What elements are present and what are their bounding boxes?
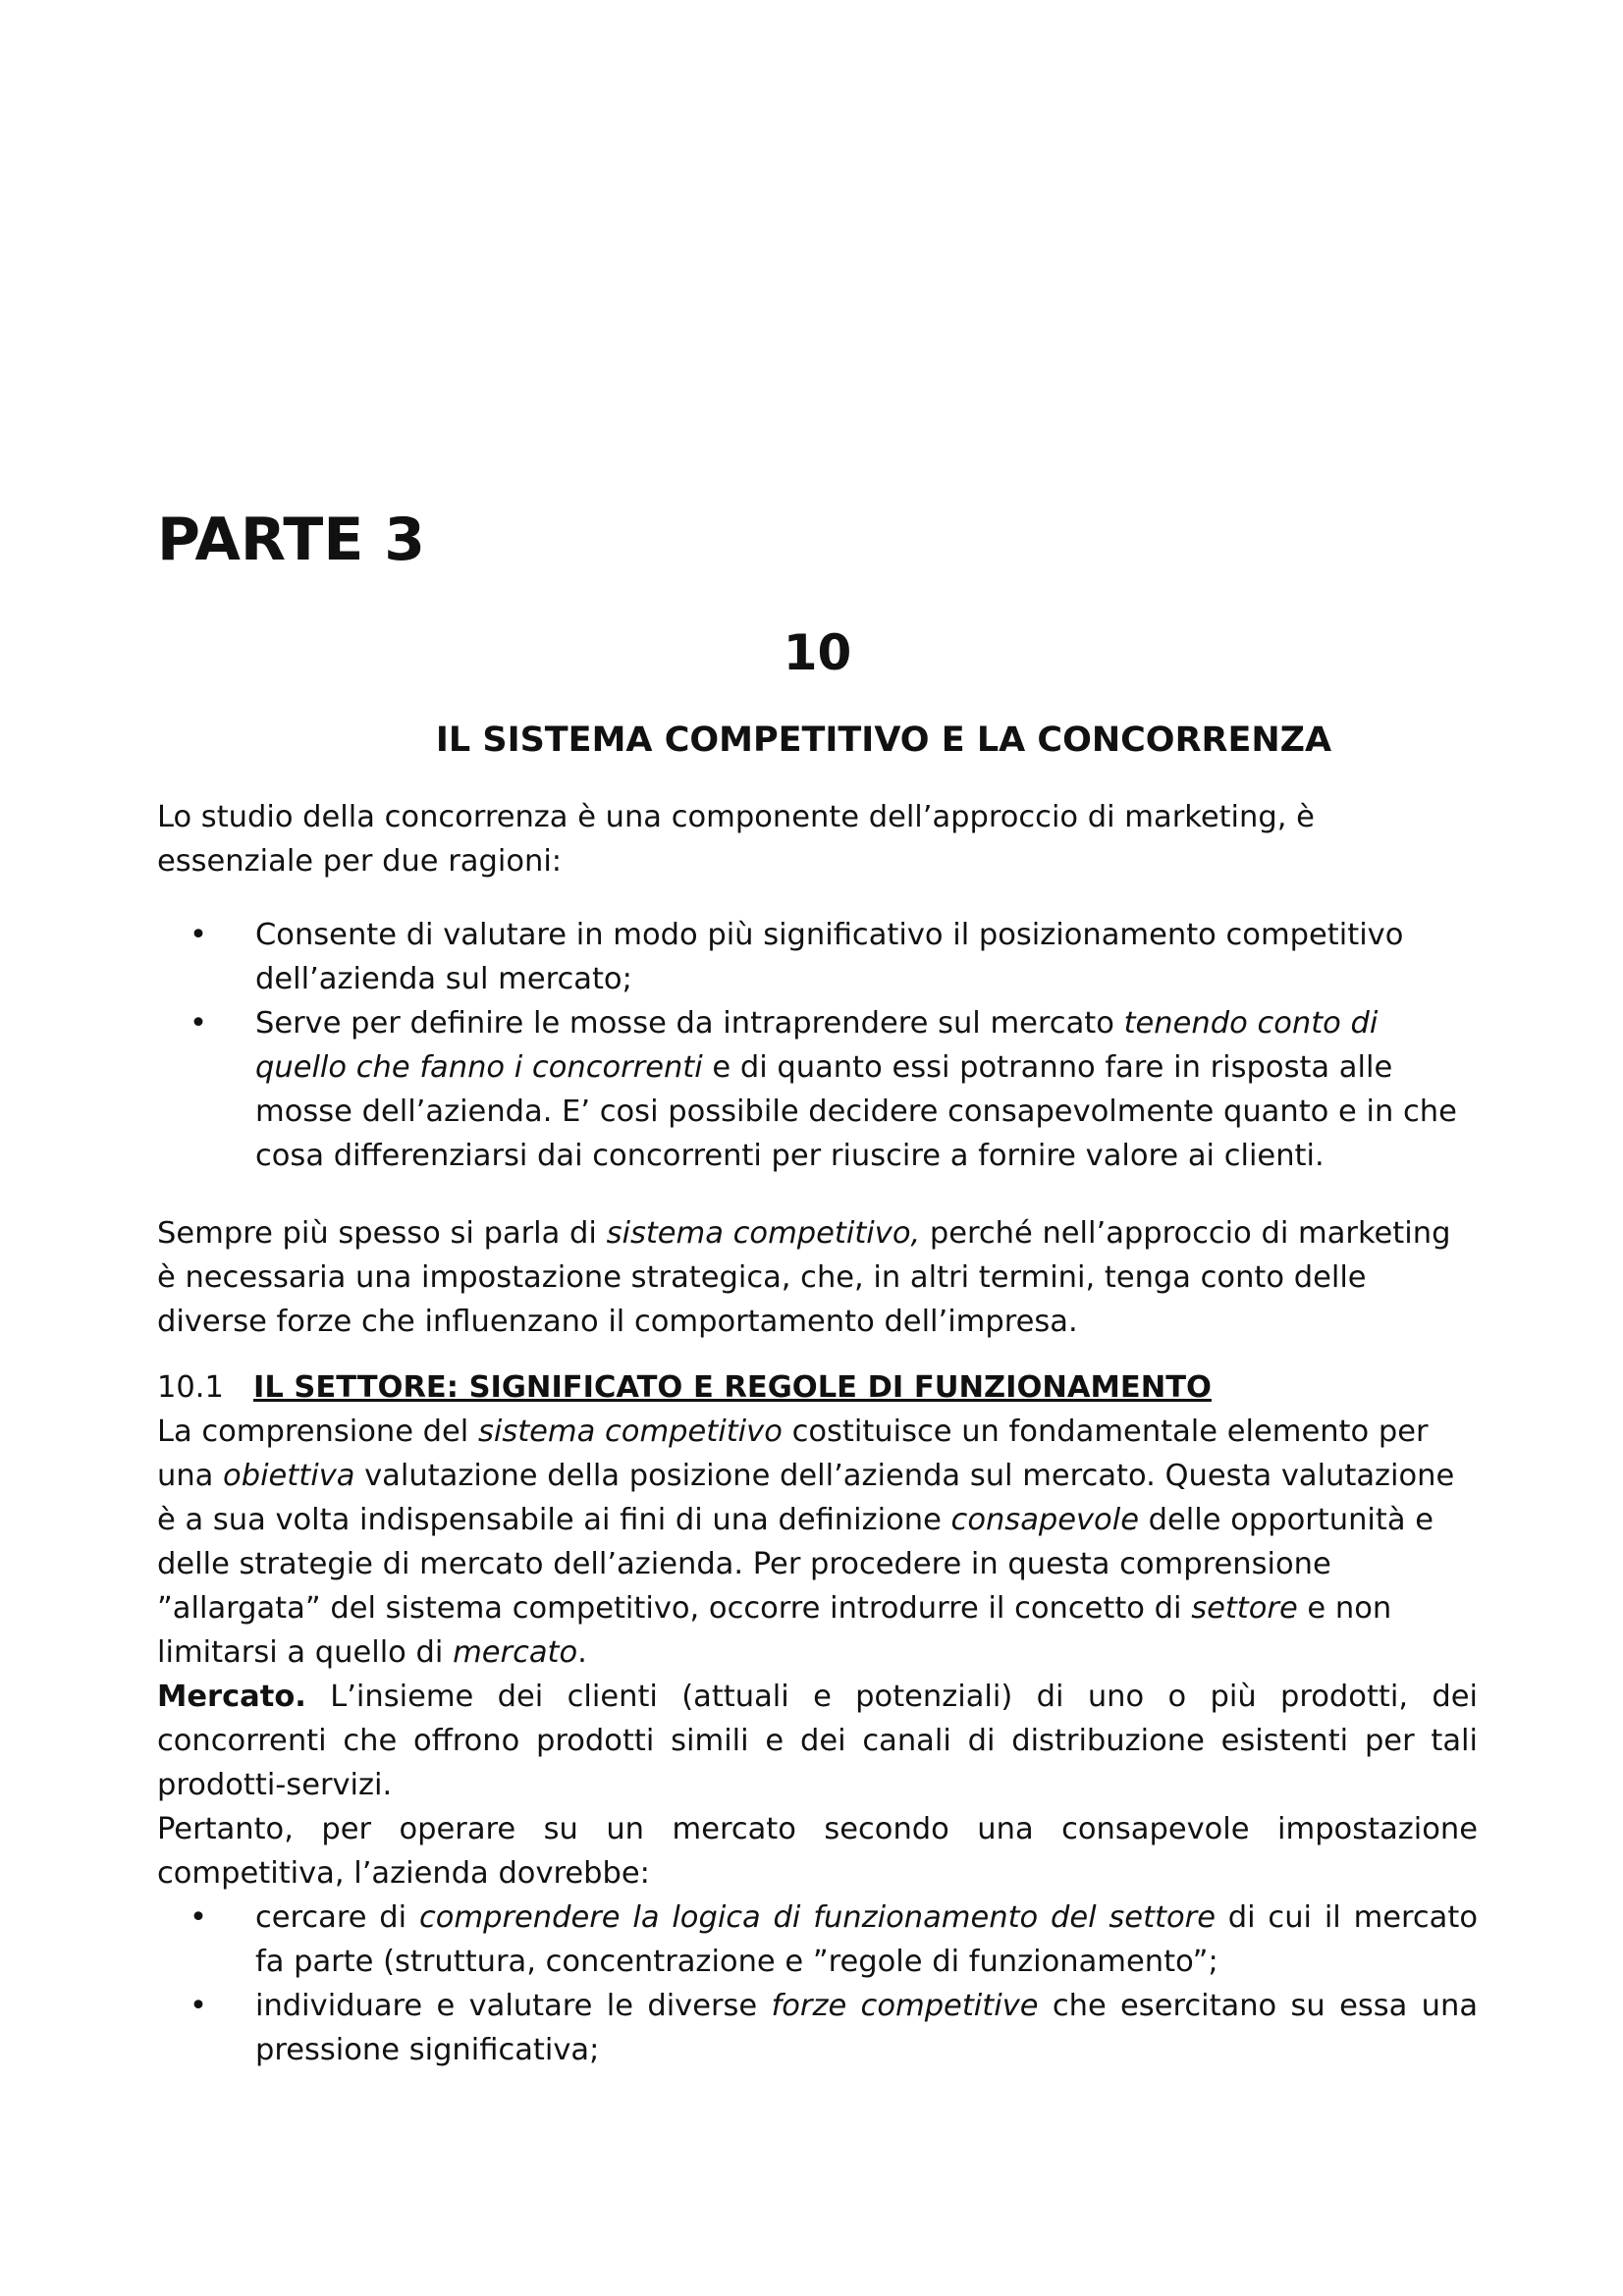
sector-paragraph: La comprensione del sistema competitivo costituisce un fondamentale elemento per una obiettiva valutazione della posizione dell’azienda sul mercato. Questa valutazione è a sua volta indispensabile ai fini di una definizione consapevole delle opportunità e delle strategie di mercato dell’azienda. Per procedere in questa comprensione ”allargata” del sistema competitivo, occorre introdurre il concetto di settore e non limitarsi a quello di mercato.	[157, 1415, 1455, 1670]
section-number: 10.1	[157, 1370, 224, 1405]
competitive-system-paragraph: Sempre più spesso si parla di sistema competitivo, perché nell’approccio di marketing è necessaria una impostazione strategica, che, in altri termini, tenga conto delle diverse forze che influenzano il comportamento dell’impresa.	[157, 1216, 1451, 1339]
actions-list	[157, 1896, 1478, 2072]
section-title: IL SETTORE: SIGNIFICATO E REGOLE DI FUNZIONAMENTO	[253, 1370, 1212, 1405]
part-title: PARTE 3	[157, 506, 425, 574]
intro-paragraph: Lo studio della concorrenza è una componente dell’approccio di marketing, è essenziale per due ragioni:	[157, 800, 1315, 879]
definition-term: Mercato.	[157, 1680, 306, 1714]
list-item: • cercare di comprendere la logica di funzionamento del settore di cui il mercato fa parte (struttura, concentrazione e ”regole di funzionamento”;	[157, 1896, 1478, 1984]
section-heading	[157, 1365, 1478, 1410]
list-item: • Consente di valutare in modo più significativo il posizionamento competitivo dell’azienda sul mercato;	[157, 913, 1478, 1001]
document-body	[157, 795, 1478, 2072]
operate-paragraph: Pertanto, per operare su un mercato secondo una consapevole impostazione competitiva, l’azienda dovrebbe:	[157, 1812, 1478, 1891]
market-definition: Mercato. L’insieme dei clienti (attuali e potenziali) di uno o più prodotti, dei concorrenti che offrono prodotti simili e dei canali di distribuzione esistenti per tali prodotti-servizi.	[157, 1680, 1478, 1802]
list-item: • Serve per definire le mosse da intraprendere sul mercato tenendo conto di quello che fanno i concorrenti e di quanto essi potranno fare in risposta alle mosse dell’azienda. E’ cosi possibile decidere consapevolmente quanto e in che cosa differenziarsi dai concorrenti per riuscire a fornire valore ai clienti.	[157, 1001, 1478, 1178]
chapter-number: 10	[783, 624, 852, 681]
reasons-list	[157, 913, 1478, 1178]
chapter-title: IL SISTEMA COMPETITIVO E LA CONCORRENZA	[435, 721, 1332, 760]
list-item: • individuare e valutare le diverse forze competitive che esercitano su essa una pressione significativa;	[157, 1984, 1478, 2072]
